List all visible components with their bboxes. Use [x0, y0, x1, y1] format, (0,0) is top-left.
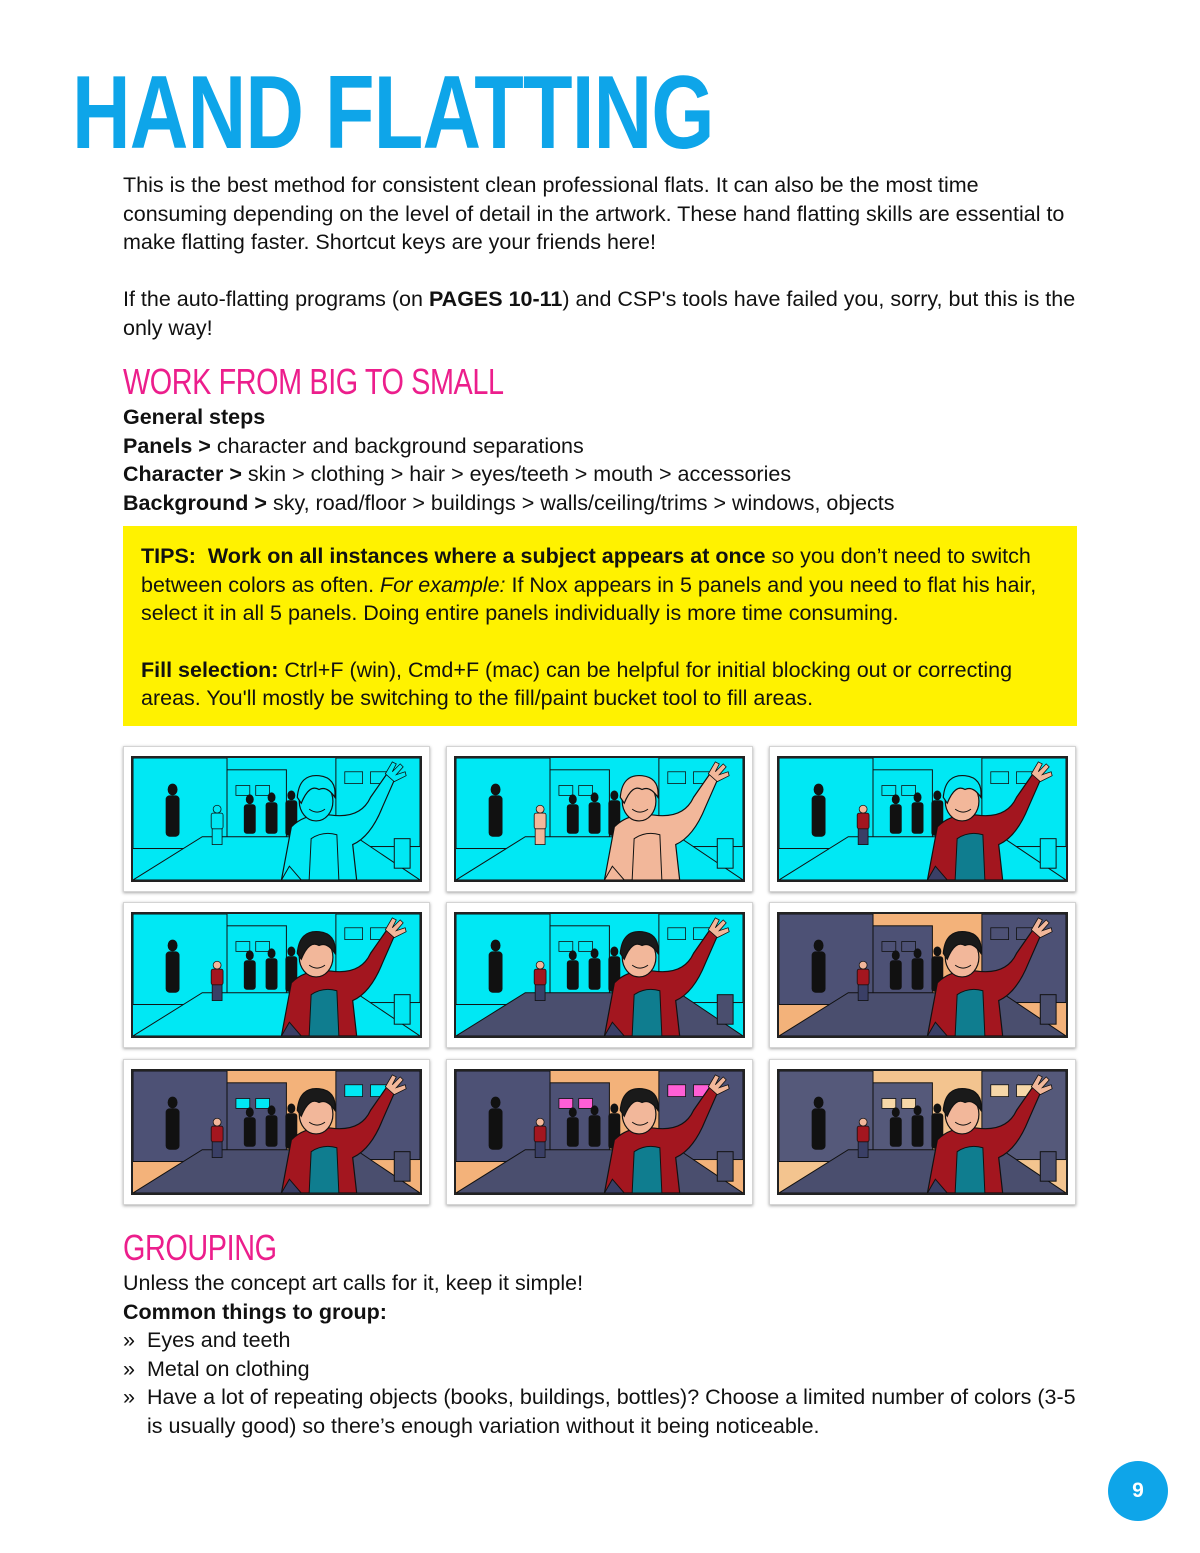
- page-title: HAND FLATTING: [72, 55, 714, 171]
- intro-paragraph-2: [123, 285, 1078, 342]
- flatting-panel-7: [123, 1059, 430, 1205]
- intro-text-1: This is the best method for consistent clean professional flats. It can also be the most time consuming depending on the level of detail in the artwork. These hand flatting skills are essential to make flatting faster. Shortcut keys are your friends here!: [123, 173, 1065, 254]
- flatting-panel-6: [769, 902, 1076, 1048]
- window-3: [345, 772, 363, 784]
- window-1: [559, 786, 573, 796]
- flatting-panel-2: [446, 746, 753, 892]
- trash-can: [717, 839, 733, 869]
- window-1: [236, 1099, 250, 1109]
- trash-can: [394, 995, 410, 1025]
- window-2: [902, 1099, 916, 1109]
- trash-can: [1040, 1152, 1056, 1182]
- section-heading-grouping: GROUPING: [123, 1227, 277, 1268]
- flatting-panel-8: [446, 1059, 753, 1205]
- tips-lead: Work on all instances where a subject appears at once: [207, 544, 766, 568]
- window-2: [256, 1099, 270, 1109]
- trash-can: [1040, 839, 1056, 869]
- intro-paragraph-1: [123, 171, 1078, 257]
- window-1: [236, 786, 250, 796]
- pages-reference: PAGES 10-11: [428, 287, 563, 311]
- tips-box: [123, 526, 1077, 726]
- window-3: [991, 1085, 1009, 1097]
- window-3: [668, 928, 686, 940]
- flatting-panel-3: [769, 746, 1076, 892]
- grouping-list: [123, 1326, 1078, 1440]
- window-2: [902, 942, 916, 952]
- intro-text-2-end: ) and CSP's tools have failed you, sorry, but this is the only way!: [123, 287, 1076, 340]
- flatting-panel-1: [123, 746, 430, 892]
- flatting-panel-5: [446, 902, 753, 1048]
- grouping-item-eyes: » Eyes and teeth: [123, 1326, 1078, 1355]
- window-1: [236, 942, 250, 952]
- step-character: Character > skin > clothing > hair > eyes/teeth > mouth > accessories: [123, 462, 792, 486]
- trash-can: [717, 995, 733, 1025]
- section-work-big-to-small: [123, 362, 1078, 517]
- window-1: [559, 942, 573, 952]
- window-1: [882, 1099, 896, 1109]
- trash-can: [394, 1152, 410, 1182]
- window-1: [559, 1099, 573, 1109]
- intro-text-2-start: If the auto-flatting programs (on: [123, 287, 429, 311]
- window-3: [345, 928, 363, 940]
- step-background: Background > sky, road/floor > buildings > walls/ceiling/trims > windows, objects: [123, 490, 895, 515]
- window-3: [991, 772, 1009, 784]
- grouping-subheading: Common things to group:: [123, 1299, 387, 1324]
- window-1: [882, 786, 896, 796]
- window-2: [579, 942, 593, 952]
- page-number-badge: 9: [1108, 1461, 1168, 1521]
- window-3: [991, 928, 1009, 940]
- flatting-panel-4: [123, 902, 430, 1048]
- grouping-intro: Unless the concept art calls for it, keep it simple!: [123, 1271, 584, 1295]
- window-2: [256, 786, 270, 796]
- fill-selection-paragraph: Fill selection: Ctrl+F (win), Cmd+F (mac) can be helpful for initial blocking out or correcting areas. You'll mostly be switching to the fill/paint bucket tool to fill areas.: [141, 657, 1013, 710]
- window-2: [902, 786, 916, 796]
- window-1: [882, 942, 896, 952]
- fill-selection-label: Fill selection:: [141, 657, 279, 682]
- section-heading-work-big-to-small: WORK FROM BIG TO SMALL: [123, 361, 504, 402]
- window-3: [345, 1085, 363, 1097]
- window-3: [668, 1085, 686, 1097]
- flatting-panel-9: [769, 1059, 1076, 1205]
- flatting-progress-grid: [123, 746, 1078, 1206]
- step-panels: Panels > character and background separations: [123, 433, 584, 458]
- window-3: [668, 772, 686, 784]
- tips-paragraph: TIPS: Work on all instances where a subject appears at once so you don’t need to switch between colors as often. For example: If Nox appears in 5 panels and you need to flat his hair, select it in all 5 panels. Doing entire panels individually is more time consuming.: [141, 544, 1037, 625]
- tips-label: TIPS:: [141, 544, 196, 568]
- general-steps-heading: General steps: [123, 405, 266, 429]
- intro-text-2: [123, 285, 1078, 342]
- grouping-item-metal: » Metal on clothing: [123, 1355, 1078, 1384]
- grouping-item-repeating: » Have a lot of repeating objects (books, buildings, bottles)? Choose a limited number of colors (3-5 is usually good) so there’s enough variation without it being noticeable.: [123, 1383, 1078, 1440]
- trash-can: [717, 1152, 733, 1182]
- section-grouping: [123, 1228, 1078, 1440]
- trash-can: [394, 839, 410, 869]
- window-2: [256, 942, 270, 952]
- example-label: For example:: [380, 572, 506, 597]
- window-2: [579, 1099, 593, 1109]
- trash-can: [1040, 995, 1056, 1025]
- window-2: [579, 786, 593, 796]
